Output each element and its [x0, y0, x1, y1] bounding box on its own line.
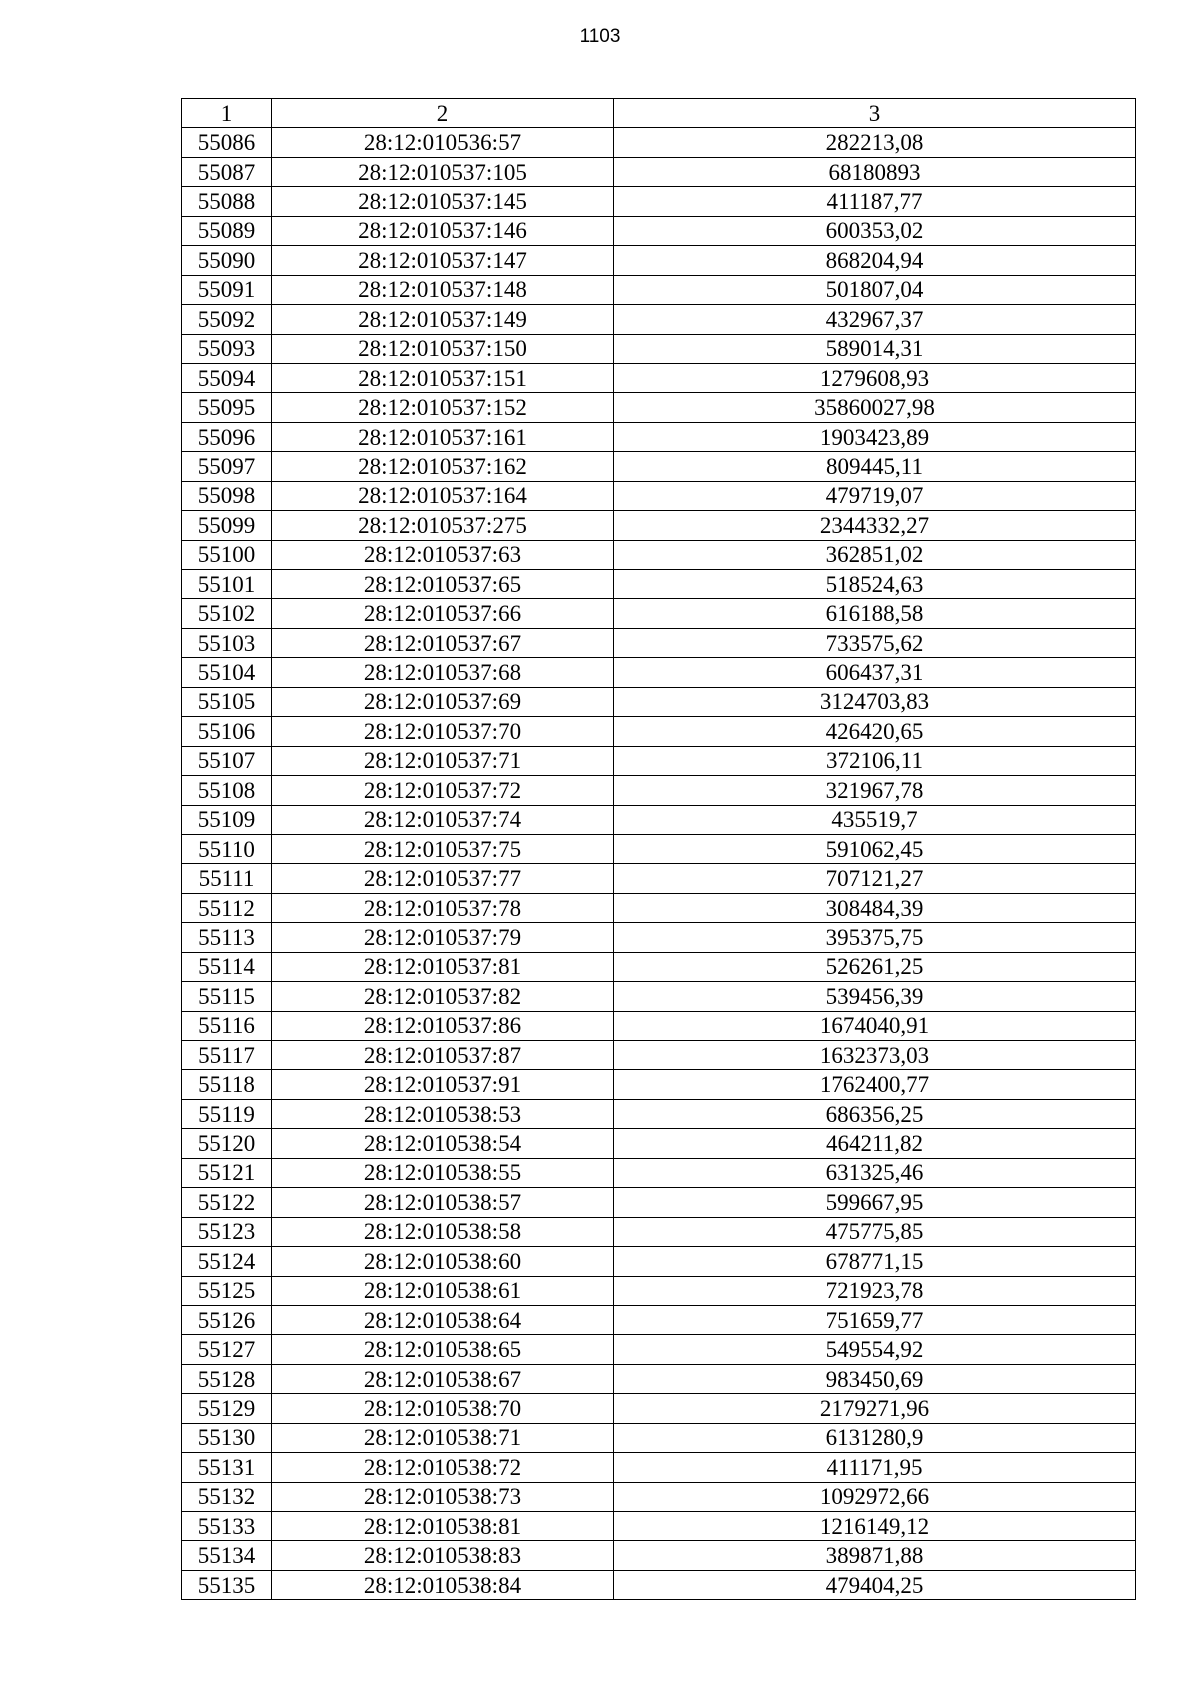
cadastral-number-cell: 28:12:010537:69: [272, 687, 614, 716]
row-number-cell: 55104: [182, 658, 272, 687]
row-number-cell: 55127: [182, 1335, 272, 1364]
row-number-cell: 55107: [182, 746, 272, 775]
table-row: [182, 1041, 1136, 1070]
table-row: [182, 157, 1136, 186]
table-row: [182, 805, 1136, 834]
value-cell: 1216149,12: [614, 1512, 1136, 1541]
value-cell: 549554,92: [614, 1335, 1136, 1364]
value-cell: 1092972,66: [614, 1482, 1136, 1511]
column-header-3: 3: [614, 99, 1136, 128]
cadastral-number-cell: 28:12:010537:145: [272, 187, 614, 216]
row-number-cell: 55090: [182, 246, 272, 275]
page-number: 1103: [579, 26, 621, 47]
table-row: [182, 1423, 1136, 1452]
value-cell: 475775,85: [614, 1217, 1136, 1246]
registry-table: [181, 98, 1136, 1600]
cadastral-number-cell: 28:12:010537:275: [272, 511, 614, 540]
value-cell: 868204,94: [614, 246, 1136, 275]
value-cell: 362851,02: [614, 540, 1136, 569]
value-cell: 282213,08: [614, 128, 1136, 157]
value-cell: 1903423,89: [614, 422, 1136, 451]
value-cell: 389871,88: [614, 1541, 1136, 1570]
row-number-cell: 55093: [182, 334, 272, 363]
value-cell: 3124703,83: [614, 687, 1136, 716]
row-number-cell: 55108: [182, 776, 272, 805]
cadastral-number-cell: 28:12:010537:105: [272, 157, 614, 186]
table-row: [182, 1188, 1136, 1217]
value-cell: 435519,7: [614, 805, 1136, 834]
row-number-cell: 55095: [182, 393, 272, 422]
cadastral-number-cell: 28:12:010537:67: [272, 628, 614, 657]
value-cell: 501807,04: [614, 275, 1136, 304]
cadastral-number-cell: 28:12:010538:84: [272, 1570, 614, 1599]
row-number-cell: 55098: [182, 481, 272, 510]
value-cell: 616188,58: [614, 599, 1136, 628]
value-cell: 591062,45: [614, 834, 1136, 863]
value-cell: 631325,46: [614, 1158, 1136, 1187]
cadastral-number-cell: 28:12:010537:161: [272, 422, 614, 451]
table-row: [182, 334, 1136, 363]
value-cell: 721923,78: [614, 1276, 1136, 1305]
cadastral-number-cell: 28:12:010538:81: [272, 1512, 614, 1541]
cadastral-number-cell: 28:12:010537:164: [272, 481, 614, 510]
cadastral-number-cell: 28:12:010537:151: [272, 363, 614, 392]
cadastral-number-cell: 28:12:010538:57: [272, 1188, 614, 1217]
row-number-cell: 55130: [182, 1423, 272, 1452]
value-cell: 600353,02: [614, 216, 1136, 245]
cadastral-number-cell: 28:12:010538:60: [272, 1247, 614, 1276]
cadastral-number-cell: 28:12:010537:87: [272, 1041, 614, 1070]
row-number-cell: 55126: [182, 1305, 272, 1334]
row-number-cell: 55097: [182, 452, 272, 481]
column-header-1: 1: [182, 99, 272, 128]
cadastral-number-cell: 28:12:010536:57: [272, 128, 614, 157]
row-number-cell: 55103: [182, 628, 272, 657]
value-cell: 411187,77: [614, 187, 1136, 216]
row-number-cell: 55096: [182, 422, 272, 451]
cadastral-number-cell: 28:12:010537:81: [272, 952, 614, 981]
table-row: [182, 982, 1136, 1011]
cadastral-number-cell: 28:12:010537:146: [272, 216, 614, 245]
cadastral-number-cell: 28:12:010537:147: [272, 246, 614, 275]
cadastral-number-cell: 28:12:010537:150: [272, 334, 614, 363]
table-row: [182, 540, 1136, 569]
table-row: [182, 363, 1136, 392]
row-number-cell: 55087: [182, 157, 272, 186]
row-number-cell: 55088: [182, 187, 272, 216]
table-row: [182, 893, 1136, 922]
cadastral-number-cell: 28:12:010537:86: [272, 1011, 614, 1040]
value-cell: 395375,75: [614, 923, 1136, 952]
table-row: [182, 305, 1136, 334]
table-row: [182, 216, 1136, 245]
value-cell: 599667,95: [614, 1188, 1136, 1217]
table-row: [182, 187, 1136, 216]
value-cell: 479404,25: [614, 1570, 1136, 1599]
value-cell: 809445,11: [614, 452, 1136, 481]
table-row: [182, 1305, 1136, 1334]
row-number-cell: 55128: [182, 1364, 272, 1393]
table-row: [182, 658, 1136, 687]
row-number-cell: 55115: [182, 982, 272, 1011]
row-number-cell: 55124: [182, 1247, 272, 1276]
cadastral-number-cell: 28:12:010537:152: [272, 393, 614, 422]
row-number-cell: 55134: [182, 1541, 272, 1570]
column-header-2: 2: [272, 99, 614, 128]
table-row: [182, 128, 1136, 157]
table-row: [182, 1129, 1136, 1158]
value-cell: 983450,69: [614, 1364, 1136, 1393]
row-number-cell: 55123: [182, 1217, 272, 1246]
cadastral-number-cell: 28:12:010538:67: [272, 1364, 614, 1393]
row-number-cell: 55135: [182, 1570, 272, 1599]
row-number-cell: 55117: [182, 1041, 272, 1070]
table-row: [182, 834, 1136, 863]
table-row: [182, 1364, 1136, 1393]
table-row: [182, 1482, 1136, 1511]
table-row: [182, 952, 1136, 981]
cadastral-number-cell: 28:12:010537:79: [272, 923, 614, 952]
table-row: [182, 1247, 1136, 1276]
row-number-cell: 55121: [182, 1158, 272, 1187]
cadastral-number-cell: 28:12:010538:55: [272, 1158, 614, 1187]
cadastral-number-cell: 28:12:010538:70: [272, 1394, 614, 1423]
table-row: [182, 275, 1136, 304]
row-number-cell: 55094: [182, 363, 272, 392]
row-number-cell: 55100: [182, 540, 272, 569]
value-cell: 707121,27: [614, 864, 1136, 893]
value-cell: 1279608,93: [614, 363, 1136, 392]
cadastral-number-cell: 28:12:010537:74: [272, 805, 614, 834]
row-number-cell: 55111: [182, 864, 272, 893]
row-number-cell: 55133: [182, 1512, 272, 1541]
row-number-cell: 55092: [182, 305, 272, 334]
table-row: [182, 1217, 1136, 1246]
table-row: [182, 393, 1136, 422]
row-number-cell: 55091: [182, 275, 272, 304]
value-cell: 686356,25: [614, 1099, 1136, 1128]
table-row: [182, 481, 1136, 510]
table-row: [182, 628, 1136, 657]
value-cell: 2344332,27: [614, 511, 1136, 540]
table-row: [182, 1335, 1136, 1364]
row-number-cell: 55120: [182, 1129, 272, 1158]
table-header: [182, 99, 1136, 128]
value-cell: 526261,25: [614, 952, 1136, 981]
value-cell: 411171,95: [614, 1453, 1136, 1482]
table-row: [182, 1158, 1136, 1187]
table-row: [182, 570, 1136, 599]
cadastral-number-cell: 28:12:010537:65: [272, 570, 614, 599]
cadastral-number-cell: 28:12:010538:71: [272, 1423, 614, 1452]
row-number-cell: 55113: [182, 923, 272, 952]
table-row: [182, 1453, 1136, 1482]
value-cell: 589014,31: [614, 334, 1136, 363]
row-number-cell: 55109: [182, 805, 272, 834]
table-row: [182, 746, 1136, 775]
table-row: [182, 422, 1136, 451]
value-cell: 68180893: [614, 157, 1136, 186]
value-cell: 432967,37: [614, 305, 1136, 334]
row-number-cell: 55102: [182, 599, 272, 628]
cadastral-number-cell: 28:12:010538:83: [272, 1541, 614, 1570]
table-row: [182, 1011, 1136, 1040]
table-row: [182, 1512, 1136, 1541]
row-number-cell: 55125: [182, 1276, 272, 1305]
value-cell: 35860027,98: [614, 393, 1136, 422]
cadastral-number-cell: 28:12:010537:70: [272, 717, 614, 746]
value-cell: 1674040,91: [614, 1011, 1136, 1040]
row-number-cell: 55131: [182, 1453, 272, 1482]
table-row: [182, 923, 1136, 952]
table-row: [182, 1276, 1136, 1305]
cadastral-number-cell: 28:12:010537:82: [272, 982, 614, 1011]
row-number-cell: 55112: [182, 893, 272, 922]
cadastral-number-cell: 28:12:010538:73: [272, 1482, 614, 1511]
cadastral-number-cell: 28:12:010538:53: [272, 1099, 614, 1128]
value-cell: 321967,78: [614, 776, 1136, 805]
cadastral-number-cell: 28:12:010537:66: [272, 599, 614, 628]
header-row: [182, 99, 1136, 128]
row-number-cell: 55114: [182, 952, 272, 981]
value-cell: 518524,63: [614, 570, 1136, 599]
row-number-cell: 55086: [182, 128, 272, 157]
table-row: [182, 776, 1136, 805]
row-number-cell: 55132: [182, 1482, 272, 1511]
value-cell: 308484,39: [614, 893, 1136, 922]
table-row: [182, 599, 1136, 628]
value-cell: 1632373,03: [614, 1041, 1136, 1070]
cadastral-number-cell: 28:12:010537:68: [272, 658, 614, 687]
table-row: [182, 452, 1136, 481]
value-cell: 751659,77: [614, 1305, 1136, 1334]
table-row: [182, 1394, 1136, 1423]
value-cell: 464211,82: [614, 1129, 1136, 1158]
row-number-cell: 55105: [182, 687, 272, 716]
row-number-cell: 55110: [182, 834, 272, 863]
table-row: [182, 511, 1136, 540]
row-number-cell: 55129: [182, 1394, 272, 1423]
cadastral-number-cell: 28:12:010537:71: [272, 746, 614, 775]
value-cell: 372106,11: [614, 746, 1136, 775]
table-row: [182, 246, 1136, 275]
value-cell: 1762400,77: [614, 1070, 1136, 1099]
table-body: [182, 128, 1136, 1600]
cadastral-number-cell: 28:12:010537:75: [272, 834, 614, 863]
cadastral-number-cell: 28:12:010537:72: [272, 776, 614, 805]
cadastral-number-cell: 28:12:010537:78: [272, 893, 614, 922]
value-cell: 539456,39: [614, 982, 1136, 1011]
row-number-cell: 55122: [182, 1188, 272, 1217]
cadastral-number-cell: 28:12:010538:65: [272, 1335, 614, 1364]
value-cell: 6131280,9: [614, 1423, 1136, 1452]
cadastral-number-cell: 28:12:010538:58: [272, 1217, 614, 1246]
row-number-cell: 55089: [182, 216, 272, 245]
value-cell: 678771,15: [614, 1247, 1136, 1276]
row-number-cell: 55101: [182, 570, 272, 599]
value-cell: 733575,62: [614, 628, 1136, 657]
cadastral-number-cell: 28:12:010537:77: [272, 864, 614, 893]
row-number-cell: 55119: [182, 1099, 272, 1128]
cadastral-number-cell: 28:12:010537:149: [272, 305, 614, 334]
table-row: [182, 1099, 1136, 1128]
table-row: [182, 1570, 1136, 1599]
row-number-cell: 55116: [182, 1011, 272, 1040]
cadastral-number-cell: 28:12:010537:148: [272, 275, 614, 304]
table-row: [182, 1541, 1136, 1570]
value-cell: 426420,65: [614, 717, 1136, 746]
table-row: [182, 687, 1136, 716]
value-cell: 606437,31: [614, 658, 1136, 687]
cadastral-number-cell: 28:12:010537:63: [272, 540, 614, 569]
table-row: [182, 864, 1136, 893]
row-number-cell: 55118: [182, 1070, 272, 1099]
cadastral-number-cell: 28:12:010537:162: [272, 452, 614, 481]
cadastral-number-cell: 28:12:010538:72: [272, 1453, 614, 1482]
value-cell: 479719,07: [614, 481, 1136, 510]
table-row: [182, 717, 1136, 746]
value-cell: 2179271,96: [614, 1394, 1136, 1423]
cadastral-number-cell: 28:12:010538:54: [272, 1129, 614, 1158]
cadastral-number-cell: 28:12:010538:61: [272, 1276, 614, 1305]
row-number-cell: 55099: [182, 511, 272, 540]
cadastral-number-cell: 28:12:010537:91: [272, 1070, 614, 1099]
table-row: [182, 1070, 1136, 1099]
row-number-cell: 55106: [182, 717, 272, 746]
cadastral-number-cell: 28:12:010538:64: [272, 1305, 614, 1334]
